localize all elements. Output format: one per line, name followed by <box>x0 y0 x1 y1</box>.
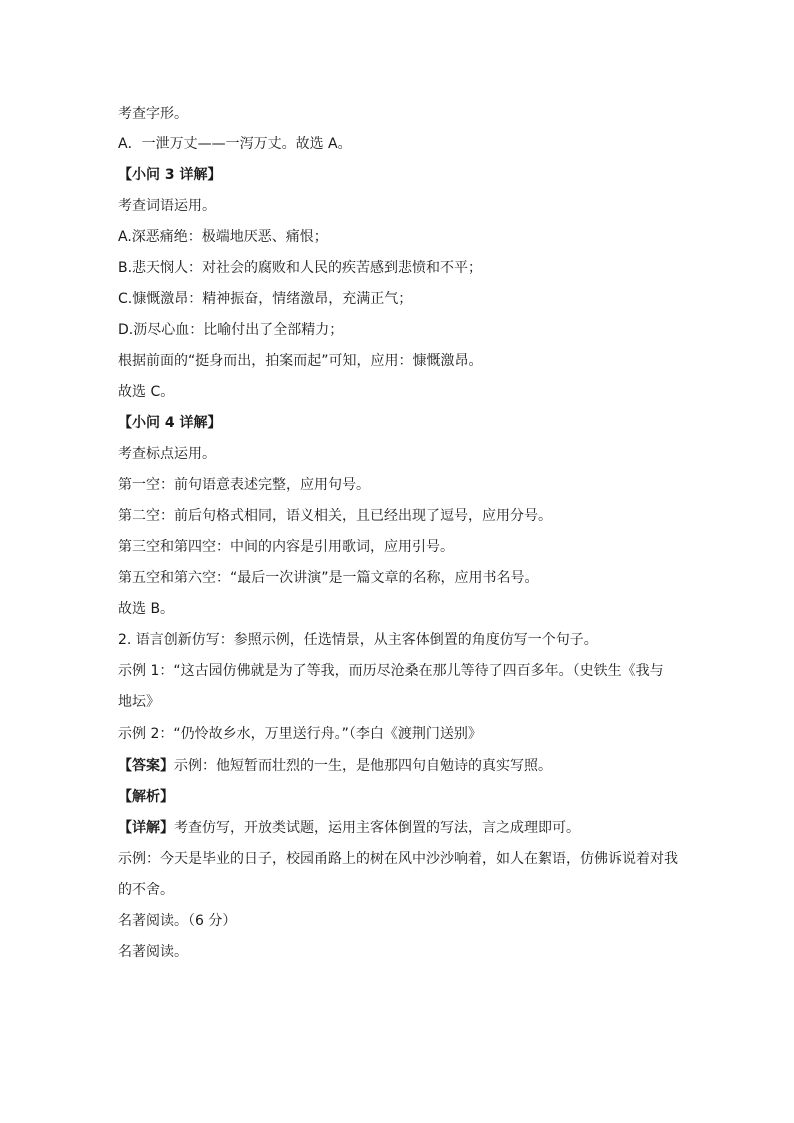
question-line: 名著阅读。（6 分） <box>118 913 237 929</box>
text-line: 第一空：前句语意表述完整，应用句号。 <box>118 477 370 493</box>
text-line: 第二空：前后句格式相同，语义相关，且已经出现了逗号，应用分号。 <box>118 508 552 524</box>
bracket-label: 【详解】 <box>118 820 174 836</box>
text-line: 故选 C。 <box>118 384 175 400</box>
text-line: 示例 1：“这古园仿佛就是为了等我，而历尽沧桑在那儿等待了四百多年。（史铁生《我与 <box>118 663 664 679</box>
text-line: 考查词语运用。 <box>118 198 216 214</box>
text-line: A．一泄万丈——一泻万丈。故选 A。 <box>118 136 352 152</box>
text-line: 考查标点运用。 <box>118 446 216 462</box>
answer-line: 【答案】示例：他短暂而壮烈的一生，是他那四句自勉诗的真实写照。 <box>118 758 552 774</box>
text-line: 名著阅读。 <box>118 944 188 960</box>
option-line: A.深恶痛绝：极端地厌恶、痛恨； <box>118 229 328 245</box>
section-heading: 【小问 4 详解】 <box>118 415 222 431</box>
section-heading: 【解析】 <box>118 789 174 805</box>
option-line: D.沥尽心血：比喻付出了全部精力； <box>118 322 344 338</box>
text-line: 示例 2：“仍怜故乡水，万里送行舟。”（李白《渡荆门送别》 <box>118 726 482 742</box>
bracket-label: 【答案】 <box>118 758 174 774</box>
text-line: 第五空和第六空：“最后一次讲演”是一篇文章的名称，应用书名号。 <box>118 570 539 586</box>
section-heading: 【小问 3 详解】 <box>118 167 222 183</box>
text-line: 第三空和第四空：中间的内容是引用歌词，应用引号。 <box>118 539 454 555</box>
text-line: 的不舍。 <box>118 882 174 898</box>
text-line: 故选 B。 <box>118 601 175 617</box>
question-line: 2. 语言创新仿写：参照示例，任选情景，从主客体倒置的角度仿写一个句子。 <box>118 632 598 648</box>
text-line: 地坛》 <box>118 694 160 710</box>
text-line: 根据前面的“挺身而出，拍案而起”可知，应用：慷慨激昂。 <box>118 353 483 369</box>
option-line: C.慷慨激昂：精神振奋，情绪激昂，充满正气； <box>118 291 413 307</box>
text-line: 考查字形。 <box>118 106 188 122</box>
text-line: 【详解】考查仿写，开放类试题，运用主客体倒置的写法，言之成理即可。 <box>118 820 580 836</box>
text-line: 示例：今天是毕业的日子，校园甬路上的树在风中沙沙响着，如人在絮语，仿佛诉说着对我 <box>118 851 678 867</box>
option-line: B.悲天悯人：对社会的腐败和人民的疾苦感到悲愤和不平； <box>118 260 483 276</box>
